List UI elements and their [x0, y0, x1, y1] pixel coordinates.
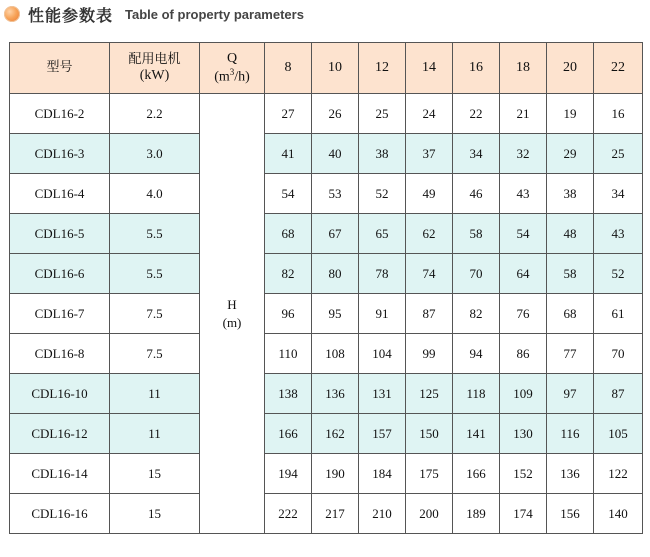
head-value-cell: 97: [547, 374, 594, 414]
head-value-cell: 116: [547, 414, 594, 454]
head-value-cell: 152: [500, 454, 547, 494]
head-value-cell: 210: [359, 494, 406, 534]
head-value-cell: 140: [594, 494, 643, 534]
head-value-cell: 105: [594, 414, 643, 454]
table-row: [10, 174, 643, 214]
head-value-cell: 54: [265, 174, 312, 214]
head-value-cell: 38: [547, 174, 594, 214]
table-row: [10, 94, 643, 134]
head-value-cell: 91: [359, 294, 406, 334]
header-flow-value: 12: [359, 43, 406, 94]
head-value-cell: 86: [500, 334, 547, 374]
head-value-cell: 40: [312, 134, 359, 174]
head-value-cell: 110: [265, 334, 312, 374]
table-row: [10, 494, 643, 534]
head-value-cell: 109: [500, 374, 547, 414]
power-cell: 11: [110, 374, 200, 414]
head-value-cell: 19: [547, 94, 594, 134]
head-value-cell: 87: [406, 294, 453, 334]
table-header-row: [10, 43, 643, 94]
head-value-cell: 76: [500, 294, 547, 334]
power-cell: 2.2: [110, 94, 200, 134]
head-value-cell: 77: [547, 334, 594, 374]
head-value-cell: 138: [265, 374, 312, 414]
head-value-cell: 166: [453, 454, 500, 494]
orange-bullet-icon: [4, 6, 20, 22]
head-value-cell: 122: [594, 454, 643, 494]
head-value-cell: 26: [312, 94, 359, 134]
model-cell: CDL16-4: [10, 174, 110, 214]
page-title-en: Table of property parameters: [125, 6, 304, 22]
head-value-cell: 87: [594, 374, 643, 414]
head-value-cell: 48: [547, 214, 594, 254]
head-value-cell: 68: [265, 214, 312, 254]
table-row: [10, 414, 643, 454]
head-value-cell: 61: [594, 294, 643, 334]
page-title-cn: 性能参数表: [28, 5, 114, 25]
head-value-cell: 150: [406, 414, 453, 454]
head-value-cell: 80: [312, 254, 359, 294]
head-value-cell: 194: [265, 454, 312, 494]
head-value-cell: 62: [406, 214, 453, 254]
power-cell: 4.0: [110, 174, 200, 214]
table-row: [10, 334, 643, 374]
head-value-cell: 82: [265, 254, 312, 294]
table-row: [10, 374, 643, 414]
head-value-cell: 175: [406, 454, 453, 494]
power-cell: 5.5: [110, 254, 200, 294]
head-value-cell: 118: [453, 374, 500, 414]
head-value-cell: 58: [453, 214, 500, 254]
power-cell: 15: [110, 494, 200, 534]
head-value-cell: 21: [500, 94, 547, 134]
head-value-cell: 22: [453, 94, 500, 134]
head-value-cell: 141: [453, 414, 500, 454]
power-cell: 3.0: [110, 134, 200, 174]
header-model: 型号: [10, 43, 110, 94]
head-value-cell: 184: [359, 454, 406, 494]
header-flow-value: 20: [547, 43, 594, 94]
model-cell: CDL16-7: [10, 294, 110, 334]
head-value-cell: 95: [312, 294, 359, 334]
model-cell: CDL16-16: [10, 494, 110, 534]
power-cell: 7.5: [110, 294, 200, 334]
model-cell: CDL16-2: [10, 94, 110, 134]
header-flow-value: 14: [406, 43, 453, 94]
model-cell: CDL16-10: [10, 374, 110, 414]
head-value-cell: 136: [547, 454, 594, 494]
head-value-cell: 200: [406, 494, 453, 534]
head-value-cell: 37: [406, 134, 453, 174]
head-value-cell: 166: [265, 414, 312, 454]
head-value-cell: 41: [265, 134, 312, 174]
head-value-cell: 189: [453, 494, 500, 534]
head-value-cell: 136: [312, 374, 359, 414]
head-value-cell: 34: [594, 174, 643, 214]
head-value-cell: 78: [359, 254, 406, 294]
head-value-cell: 46: [453, 174, 500, 214]
head-value-cell: 43: [594, 214, 643, 254]
head-value-cell: 49: [406, 174, 453, 214]
head-value-cell: 25: [594, 134, 643, 174]
head-value-cell: 58: [547, 254, 594, 294]
header-flow-value: 10: [312, 43, 359, 94]
head-value-cell: 104: [359, 334, 406, 374]
header-power: 配用电机 (kW): [110, 43, 200, 94]
header-flow-value: 16: [453, 43, 500, 94]
head-value-cell: 162: [312, 414, 359, 454]
head-value-cell: 131: [359, 374, 406, 414]
head-value-cell: 27: [265, 94, 312, 134]
head-value-cell: 217: [312, 494, 359, 534]
table-row: [10, 134, 643, 174]
head-value-cell: 24: [406, 94, 453, 134]
head-value-cell: 70: [594, 334, 643, 374]
header-flow-value: 18: [500, 43, 547, 94]
power-cell: 7.5: [110, 334, 200, 374]
head-value-cell: 125: [406, 374, 453, 414]
head-value-cell: 16: [594, 94, 643, 134]
head-value-cell: 54: [500, 214, 547, 254]
head-value-cell: 108: [312, 334, 359, 374]
head-value-cell: 99: [406, 334, 453, 374]
head-value-cell: 174: [500, 494, 547, 534]
model-cell: CDL16-12: [10, 414, 110, 454]
table-row: [10, 214, 643, 254]
head-value-cell: 53: [312, 174, 359, 214]
head-value-cell: 68: [547, 294, 594, 334]
head-value-cell: 67: [312, 214, 359, 254]
head-value-cell: 130: [500, 414, 547, 454]
table-row: [10, 454, 643, 494]
head-value-cell: 25: [359, 94, 406, 134]
head-value-cell: 38: [359, 134, 406, 174]
model-cell: CDL16-8: [10, 334, 110, 374]
power-cell: 11: [110, 414, 200, 454]
table-row: [10, 294, 643, 334]
head-value-cell: 29: [547, 134, 594, 174]
head-value-cell: 34: [453, 134, 500, 174]
head-value-cell: 74: [406, 254, 453, 294]
head-value-cell: 65: [359, 214, 406, 254]
model-cell: CDL16-5: [10, 214, 110, 254]
model-cell: CDL16-3: [10, 134, 110, 174]
model-cell: CDL16-14: [10, 454, 110, 494]
table-row: [10, 254, 643, 294]
head-value-cell: 32: [500, 134, 547, 174]
head-value-cell: 94: [453, 334, 500, 374]
header-flow-value: 8: [265, 43, 312, 94]
model-cell: CDL16-6: [10, 254, 110, 294]
head-h-label-cell: H (m): [200, 94, 265, 534]
head-value-cell: 52: [359, 174, 406, 214]
head-value-cell: 52: [594, 254, 643, 294]
head-value-cell: 222: [265, 494, 312, 534]
head-value-cell: 43: [500, 174, 547, 214]
property-parameters-table: [9, 42, 643, 534]
head-value-cell: 190: [312, 454, 359, 494]
header-flow-value: 22: [594, 43, 643, 94]
power-cell: 15: [110, 454, 200, 494]
head-value-cell: 96: [265, 294, 312, 334]
head-value-cell: 156: [547, 494, 594, 534]
head-value-cell: 157: [359, 414, 406, 454]
head-value-cell: 70: [453, 254, 500, 294]
power-cell: 5.5: [110, 214, 200, 254]
head-value-cell: 64: [500, 254, 547, 294]
head-value-cell: 82: [453, 294, 500, 334]
header-flow-q: Q $(m^3/h)$: [200, 43, 265, 94]
page-header: [4, 3, 304, 25]
